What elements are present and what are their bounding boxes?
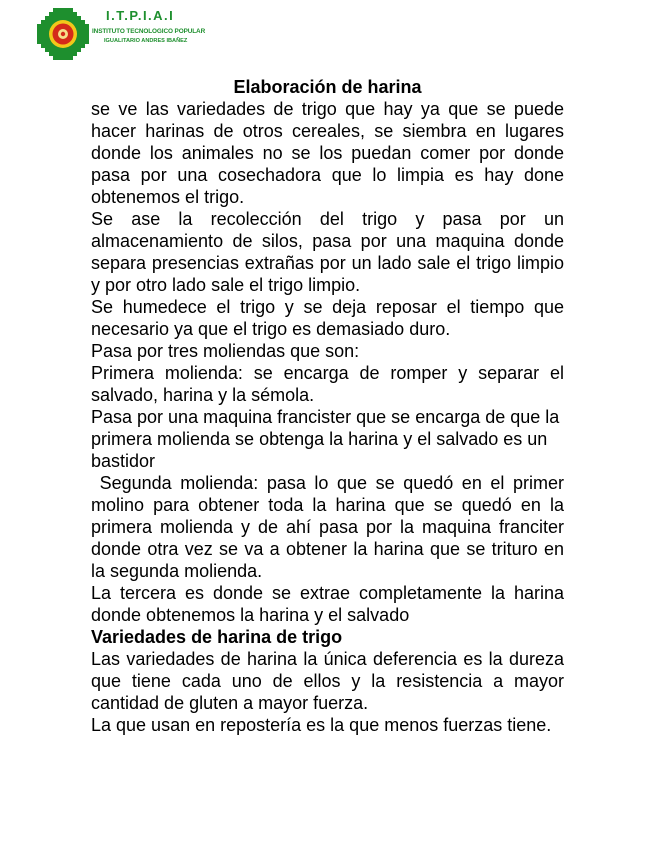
institute-name-line2: IGUALITARIO ANDRES IBAÑEZ [104,38,188,44]
paragraph: Se humedece el trigo y se deja reposar el tiempo que necesario ya que el trigo es demasiado duro. [91,297,564,339]
paragraph: se ve las variedades de trigo que hay ya que se puede hacer harinas de otros cereales, se siembra en lugares donde los animales no se los puedan comer por donde pasa por una cosechadora que lo limpia es hay done obtenemos el trigo. [91,99,564,207]
paragraph: Segunda molienda: pasa lo que se quedó en el primer molino para obtener toda la harina que se quedó en la primera molienda y de ahí pasa por la maquina franciter donde otra vez se va a obtener la harina que se trituro en la segunda molienda. [91,473,570,581]
paragraph: La que usan en repostería es la que menos fuerzas tiene. [91,715,552,735]
paragraph: La tercera es donde se extrae completamente la harina donde obtenemos la harina y el salvado [91,583,564,625]
institute-acronym: I.T.P.I.A.I [106,8,175,23]
institute-name-line1: INSTITUTO TECNOLOGICO POPULAR [92,28,206,35]
document-body [91,76,570,736]
paragraph: Pasa por una maquina francister que se encarga de que la primera molienda se obtenga la harina y el salvado es un bastidor [91,407,560,471]
paragraph: Se ase la recolección del trigo y pasa por un almacenamiento de silos, pasa por una maquina donde separa presencias extrañas por un lado sale el trigo limpio y por otro lado sale el trigo limpio. [91,209,564,295]
paragraph: Primera molienda: se encarga de romper y separar el salvado, harina y la sémola. [91,363,564,405]
document-title: Elaboración de harina [233,77,422,97]
paragraph: Las variedades de harina la única deferencia es la dureza que tiene cada uno de ellos y la resistencia a mayor cantidad de gluten a mayor fuerza. [91,649,564,713]
institute-logo [34,6,92,62]
section-title: Variedades de harina de trigo [91,627,343,647]
header [34,6,224,62]
paragraph: Pasa por tres moliendas que son: [91,341,360,361]
